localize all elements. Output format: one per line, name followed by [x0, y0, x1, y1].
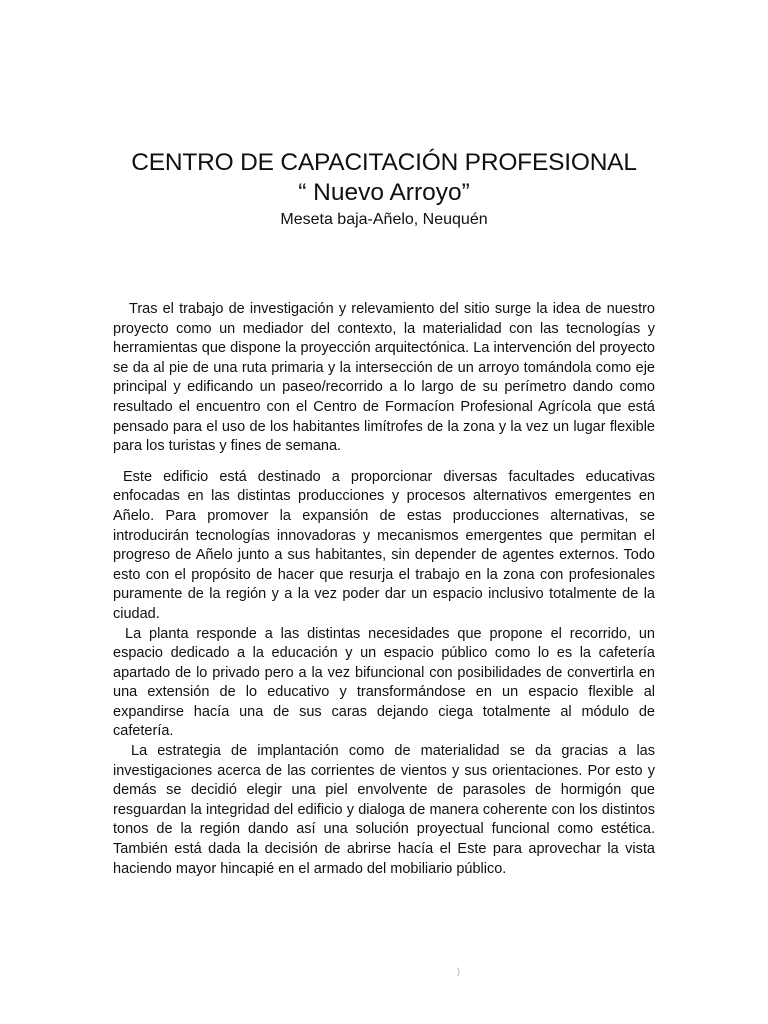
paragraph-1: Tras el trabajo de investigación y relevamiento del sitio surge la idea de nuestro proyecto como un mediador del contexto, la materialidad con las tecnologías y herramientas que dispone la proyección arquitectónica. La intervención del proyecto se da al pie de una ruta primaria y la intersección de un arroyo tomándola como eje principal y edificando un paseo/recorrido a lo largo de su perímetro dando como resultado el encuentro con el Centro de Formacíon Profesional Agrícola que está pensado para el uso de los habitantes limítrofes de la zona y la vez un lugar flexible para los turistas y fines de semana.: [113, 301, 655, 455]
paragraph-2: Este edificio está destinado a proporcionar diversas facultades educativas enfocadas en las distintas producciones y procesos alternativos emergentes en Añelo. Para promover la expansión de estas producciones alternativas, se introducirán tecnologías innovadoras y mecanismos emergentes que permitan el progreso de Añelo junto a sus habitantes, sin depender de agentes externos. Todo esto con el propósito de hacer que resurja el trabajo en la zona con profesionales puramente de la región y a la vez poder dar un espacio inclusivo totalmente de la ciudad.: [113, 468, 655, 622]
footer-mark: ): [457, 966, 460, 976]
paragraph-4: La estrategia de implantación como de materialidad se da gracias a las investigaciones acerca de las corrientes de vientos y sus orientaciones. Por esto y demás se decidió elegir una piel envolvente de parasoles de hormigón que resguardan la integridad del edificio y dialoga de manera coherente con los distintos tonos de la región dando así una solución proyectual funcional como estética. También está dada la decisión de abrirse hacía el Este para aprovechar la vista haciendo mayor hincapié en el armado del mobiliario público.: [113, 743, 655, 877]
document-location: Meseta baja-Añelo, Neuquén: [280, 211, 488, 228]
body-text: [113, 300, 655, 879]
paragraph-3: La planta responde a las distintas necesidades que propone el recorrido, un espacio dedicado a la educación y un espacio público como lo es la cafetería apartado de lo privado pero a la vez bifuncional con posibilidades de convertirla en una extensión de lo educativo y transformándose en un espacio flexible al expandirse hacía una de sus caras dejando ciega totalmente al módulo de cafetería.: [113, 625, 655, 740]
heading-block: [0, 148, 768, 231]
document-title: CENTRO DE CAPACITACIÓN PROFESIONAL: [131, 149, 637, 176]
document-subtitle: “ Nuevo Arroyo”: [298, 179, 470, 206]
